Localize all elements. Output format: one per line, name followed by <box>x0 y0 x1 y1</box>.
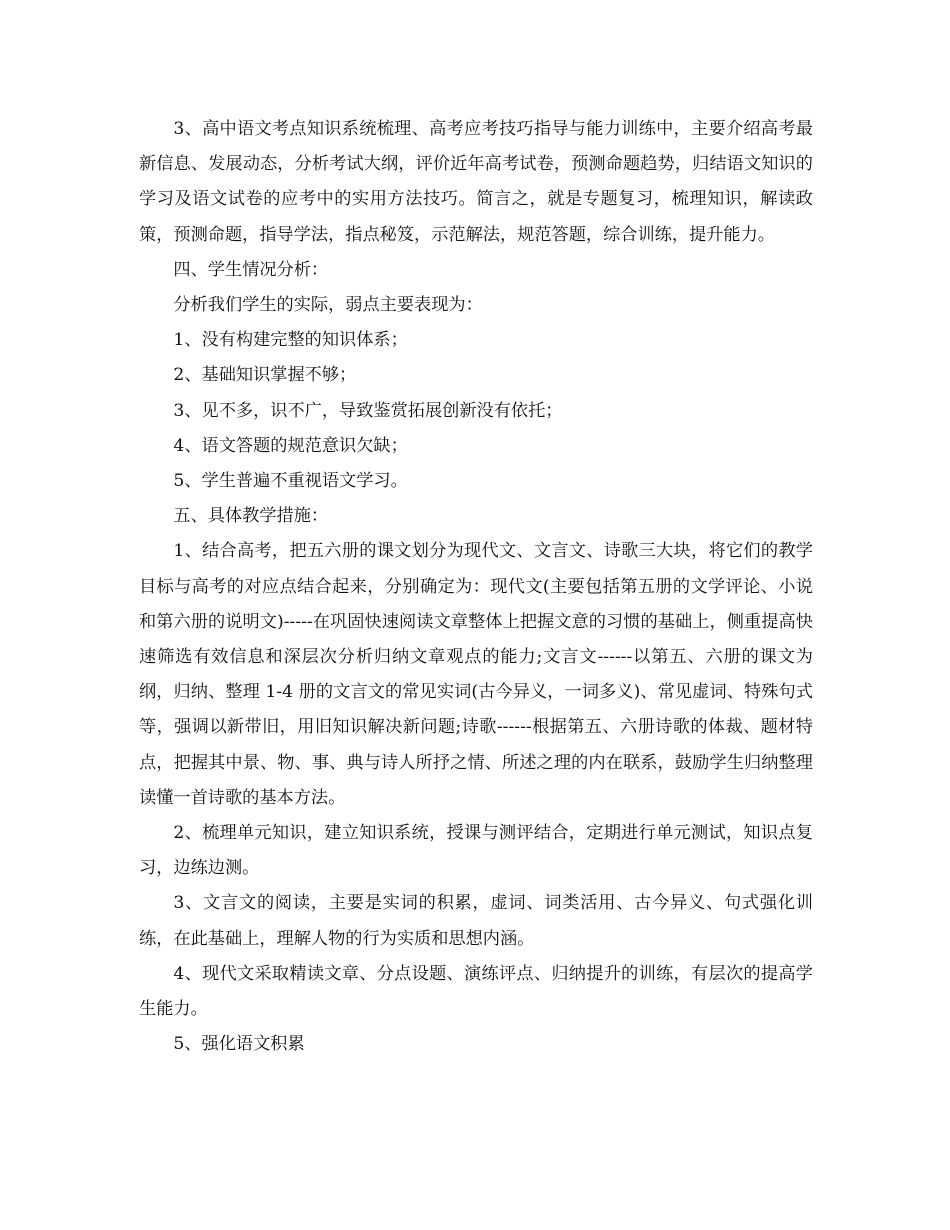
paragraph-measure-4: 4、现代文采取精读文章、分点设题、演练评点、归纳提升的训练，有层次的提高学生能力。 <box>139 963 813 1020</box>
list-item-weakness-4: 4、语文答题的规范意识欠缺； <box>173 435 408 456</box>
list-item-weakness-2: 2、基础知识掌握不够； <box>173 365 357 386</box>
list-item-weakness-1: 1、没有构建完整的知识体系； <box>173 330 408 351</box>
paragraph-measure-3: 3、文言文的阅读，主要是实词的积累，虚词、词类活用、古今异义、句式强化训练，在此基础上，理解人物的行为实质和思想内涵。 <box>139 893 813 949</box>
paragraph-measure-1: 1、结合高考，把五六册的课文划分为现代文、文言文、诗歌三大块，将它们的教学目标与高考的对应点结合起来，分别确定为：现代文(主要包括第五册的文学评论、小说和第六册的说明文)-----在巩固快速阅读文章整体上把握文意的习惯的基础上，侧重提高快速筛选有效信息和深层次分析归纳文章观点的能力;文言文------以第五、六册的课文为纲，归纳、整理 1-4 册的文言文的常见实词(古今异义，一词多义)、常见虚词、特殊句式等，强调以新带旧，用旧知识解决新问题;诗歌------根据第五、六册诗歌的体裁、题材特点，把握其中景、物、事、典与诗人所抒之情、所述之理的内在联系，鼓励学生归纳整理读懂一首诗歌的基本方法。 <box>139 541 813 808</box>
paragraph-measure-2: 2、梳理单元知识，建立知识系统，授课与测评结合，定期进行单元测试，知识点复习，边练边测。 <box>139 823 813 879</box>
heading-teaching-measures: 五、具体教学措施： <box>173 506 329 527</box>
paragraph-measure-5: 5、强化语文积累 <box>173 1034 305 1055</box>
heading-student-analysis: 四、学生情况分析： <box>173 259 329 280</box>
list-item-weakness-3: 3、见不多，识不广，导致鉴赏拓展创新没有依托； <box>173 400 563 421</box>
document-body <box>139 112 813 1062</box>
paragraph-exam-review-intro: 3、高中语文考点知识系统梳理、高考应考技巧指导与能力训练中，主要介绍高考最新信息、发展动态，分析考试大纲，评价近年高考试卷，预测命题趋势，归结语文知识的学习及语文试卷的应考中的实用方法技巧。简言之，就是专题复习，梳理知识，解读政策，预测命题，指导学法，指点秘笈，示范解法，规范答题，综合训练，提升能力。 <box>139 119 813 245</box>
list-item-weakness-5: 5、学生普遍不重视语文学习。 <box>173 471 408 492</box>
paragraph-weakness-intro: 分析我们学生的实际，弱点主要表现为： <box>173 295 483 316</box>
